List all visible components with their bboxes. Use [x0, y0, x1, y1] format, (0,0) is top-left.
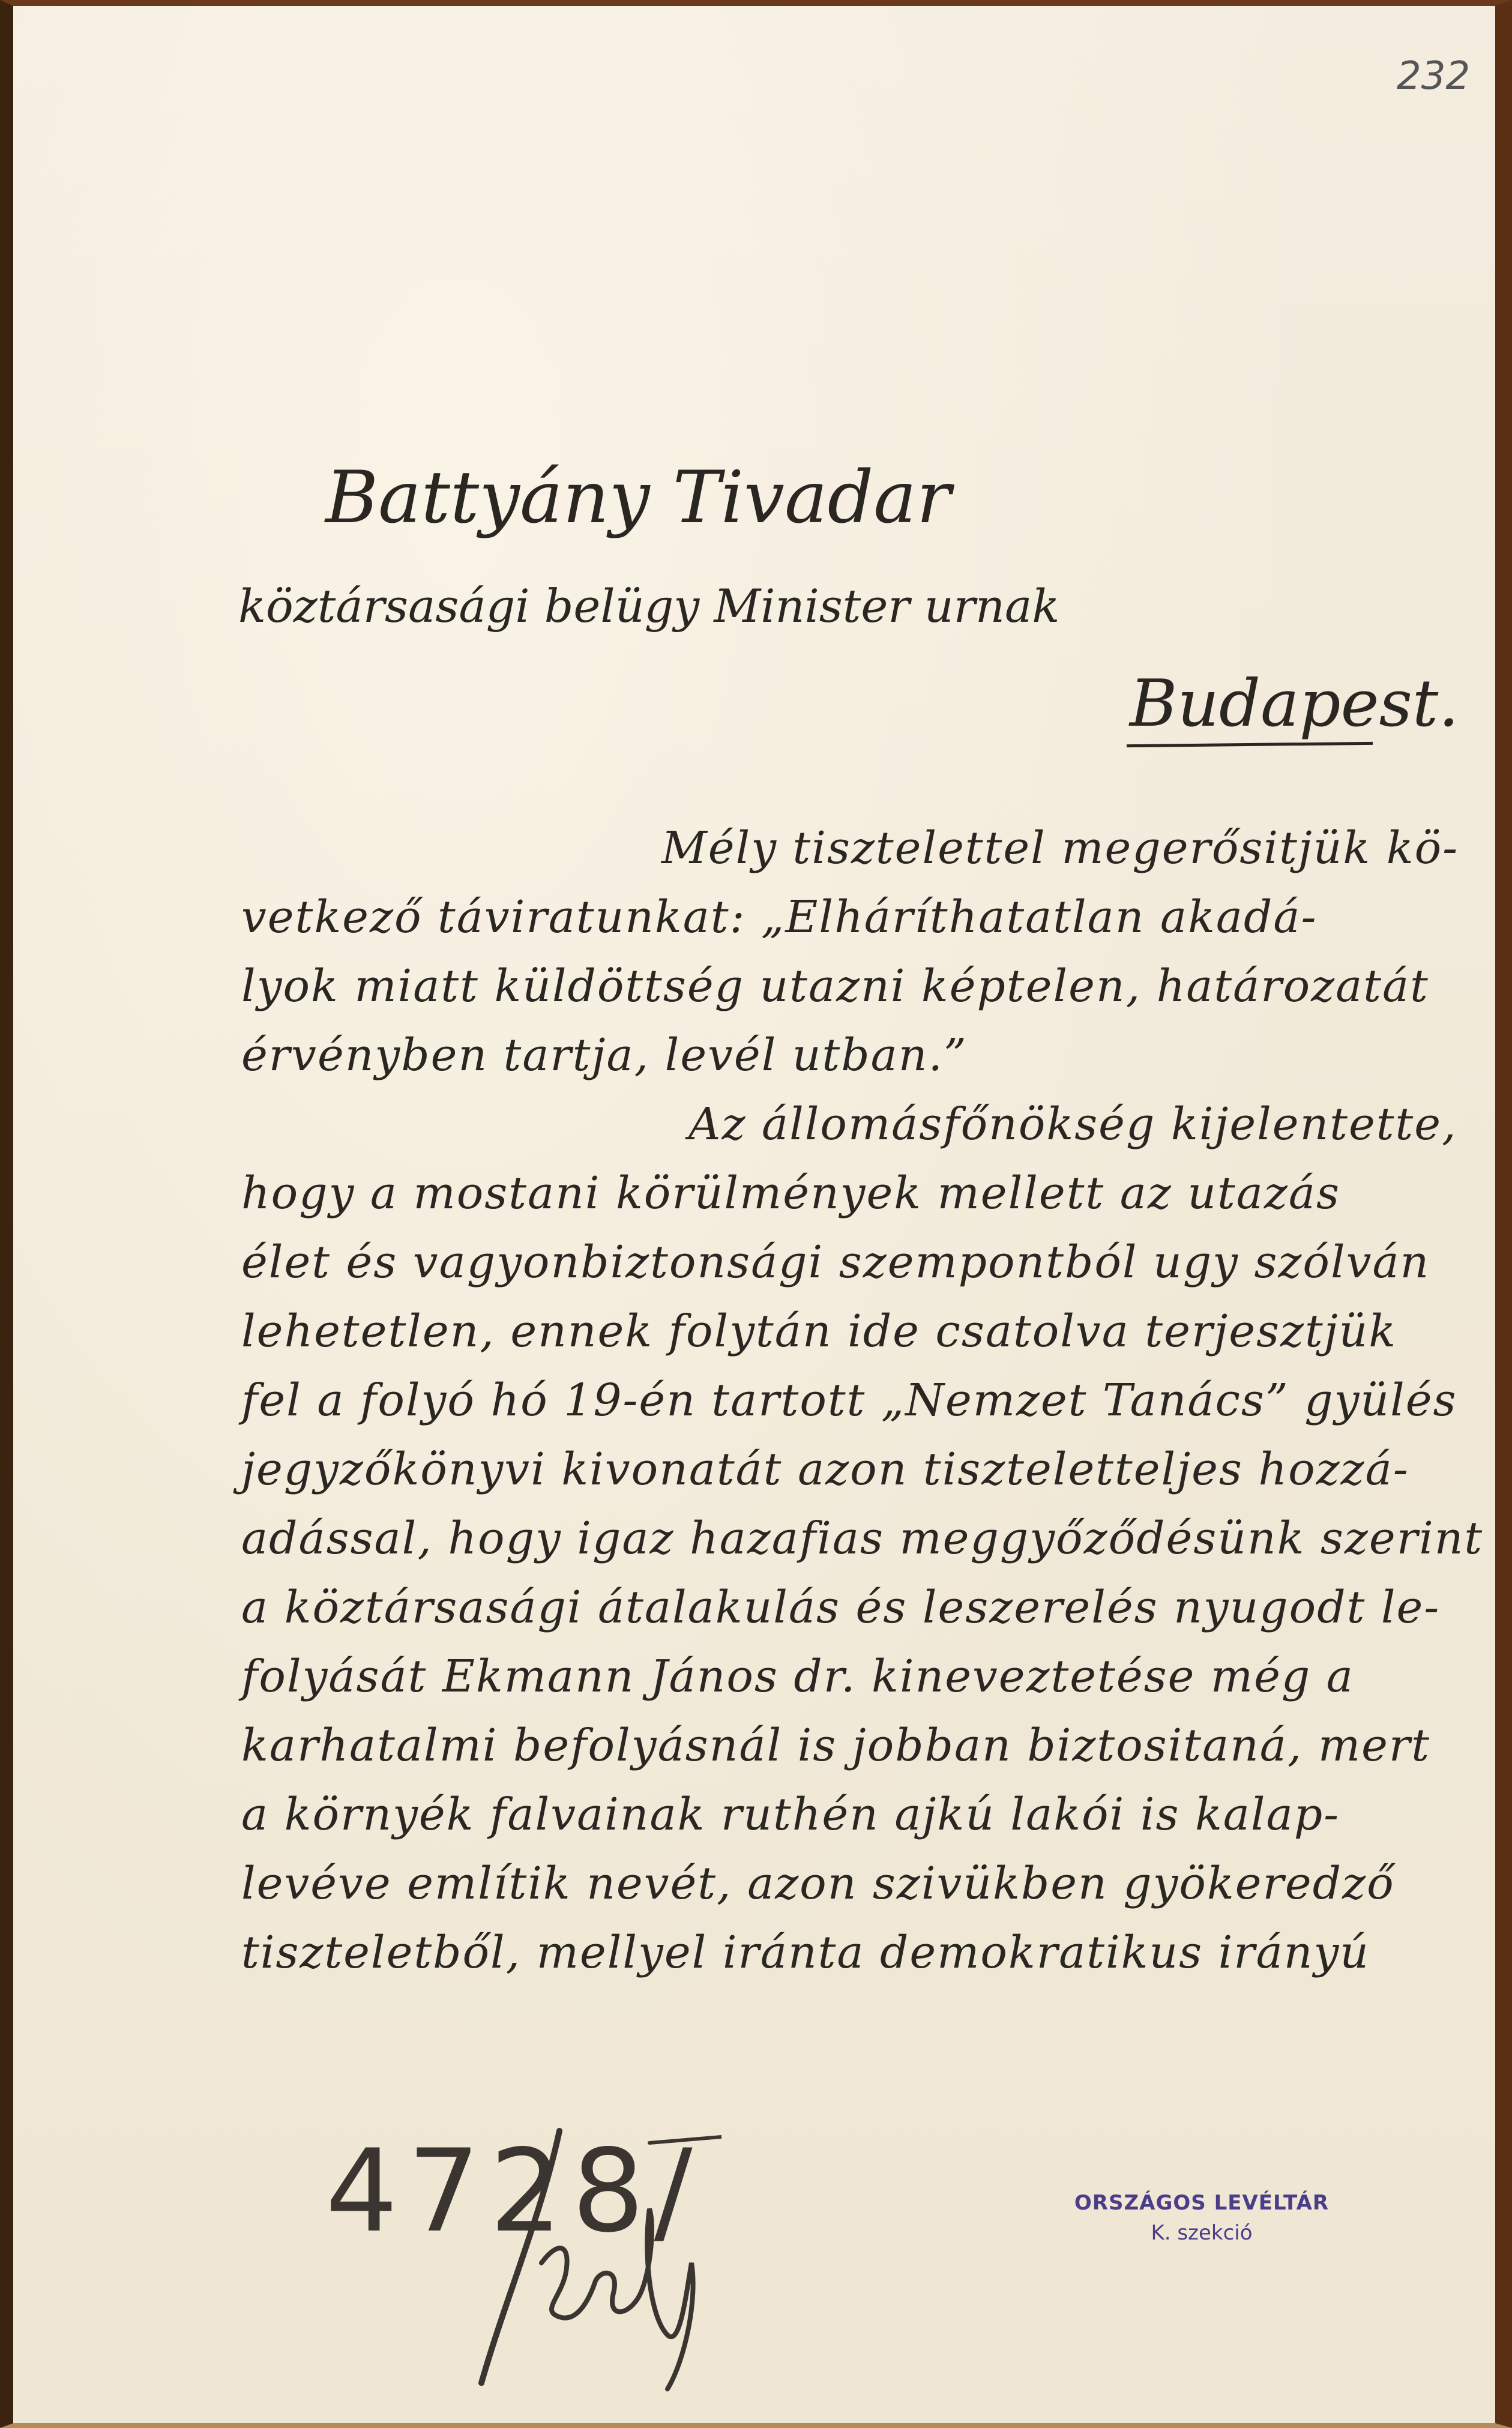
- addressee-name: Battyány Tivadar: [325, 456, 951, 540]
- body-line: hogy a mostani körülmények mellett az utazás: [241, 1167, 1340, 1219]
- body-line: a környék falvainak ruthén ajkú lakói is kalap-: [241, 1789, 1340, 1840]
- addressee-city: Budapest.: [1130, 666, 1459, 741]
- folio-number: 232: [1397, 54, 1471, 98]
- body-line: a köztársasági átalakulás és leszerelés nyugodt le-: [241, 1582, 1441, 1633]
- body-line: Az állomásfőnökség kijelentette,: [688, 1098, 1457, 1150]
- body-line: levéve említik nevét, azon szivükben gyökeredző: [241, 1858, 1395, 1909]
- body-line: jegyzőkönyvi kivonatát azon tiszteletteljes hozzá-: [241, 1444, 1409, 1495]
- body-line: tiszteletből, mellyel iránta demokratikus irányú: [241, 1927, 1370, 1978]
- body-line: élet és vagyonbiztonsági szempontból ugy szólván: [241, 1237, 1430, 1288]
- city-underline: [1127, 742, 1373, 747]
- registry-number: 4728/: [325, 2125, 702, 2258]
- stamp-line-2: K. szekció: [1151, 2221, 1253, 2245]
- archive-stamp: [1070, 2191, 1334, 2245]
- body-line: fel a folyó hó 19-én tartott „Nemzet Tanács” gyülés: [241, 1375, 1457, 1426]
- body-line: folyását Ekmann János dr. kineveztetése még a: [241, 1651, 1354, 1702]
- body-line: vetkező táviratunkat: „Elháríthatatlan akadá-: [241, 891, 1318, 943]
- stamp-line-1: ORSZÁGOS LEVÉLTÁR: [1074, 2191, 1330, 2215]
- body-line: lyok miatt küldöttség utazni képtelen, határozatát: [241, 960, 1429, 1012]
- body-line: érvényben tartja, levél utban.”: [241, 1029, 968, 1081]
- body-line: lehetetlen, ennek folytán ide csatolva terjesztjük: [241, 1306, 1397, 1357]
- body-line: karhatalmi befolyásnál is jobban biztositaná, mert: [241, 1720, 1431, 1771]
- body-line: adással, hogy igaz hazafias meggyőződésünk szerint: [241, 1513, 1484, 1564]
- body-line: Mély tisztelettel megerősitjük kö-: [661, 822, 1459, 874]
- signature-scribble: [469, 2119, 721, 2395]
- addressee-title: köztársasági belügy Minister urnak: [238, 579, 1060, 633]
